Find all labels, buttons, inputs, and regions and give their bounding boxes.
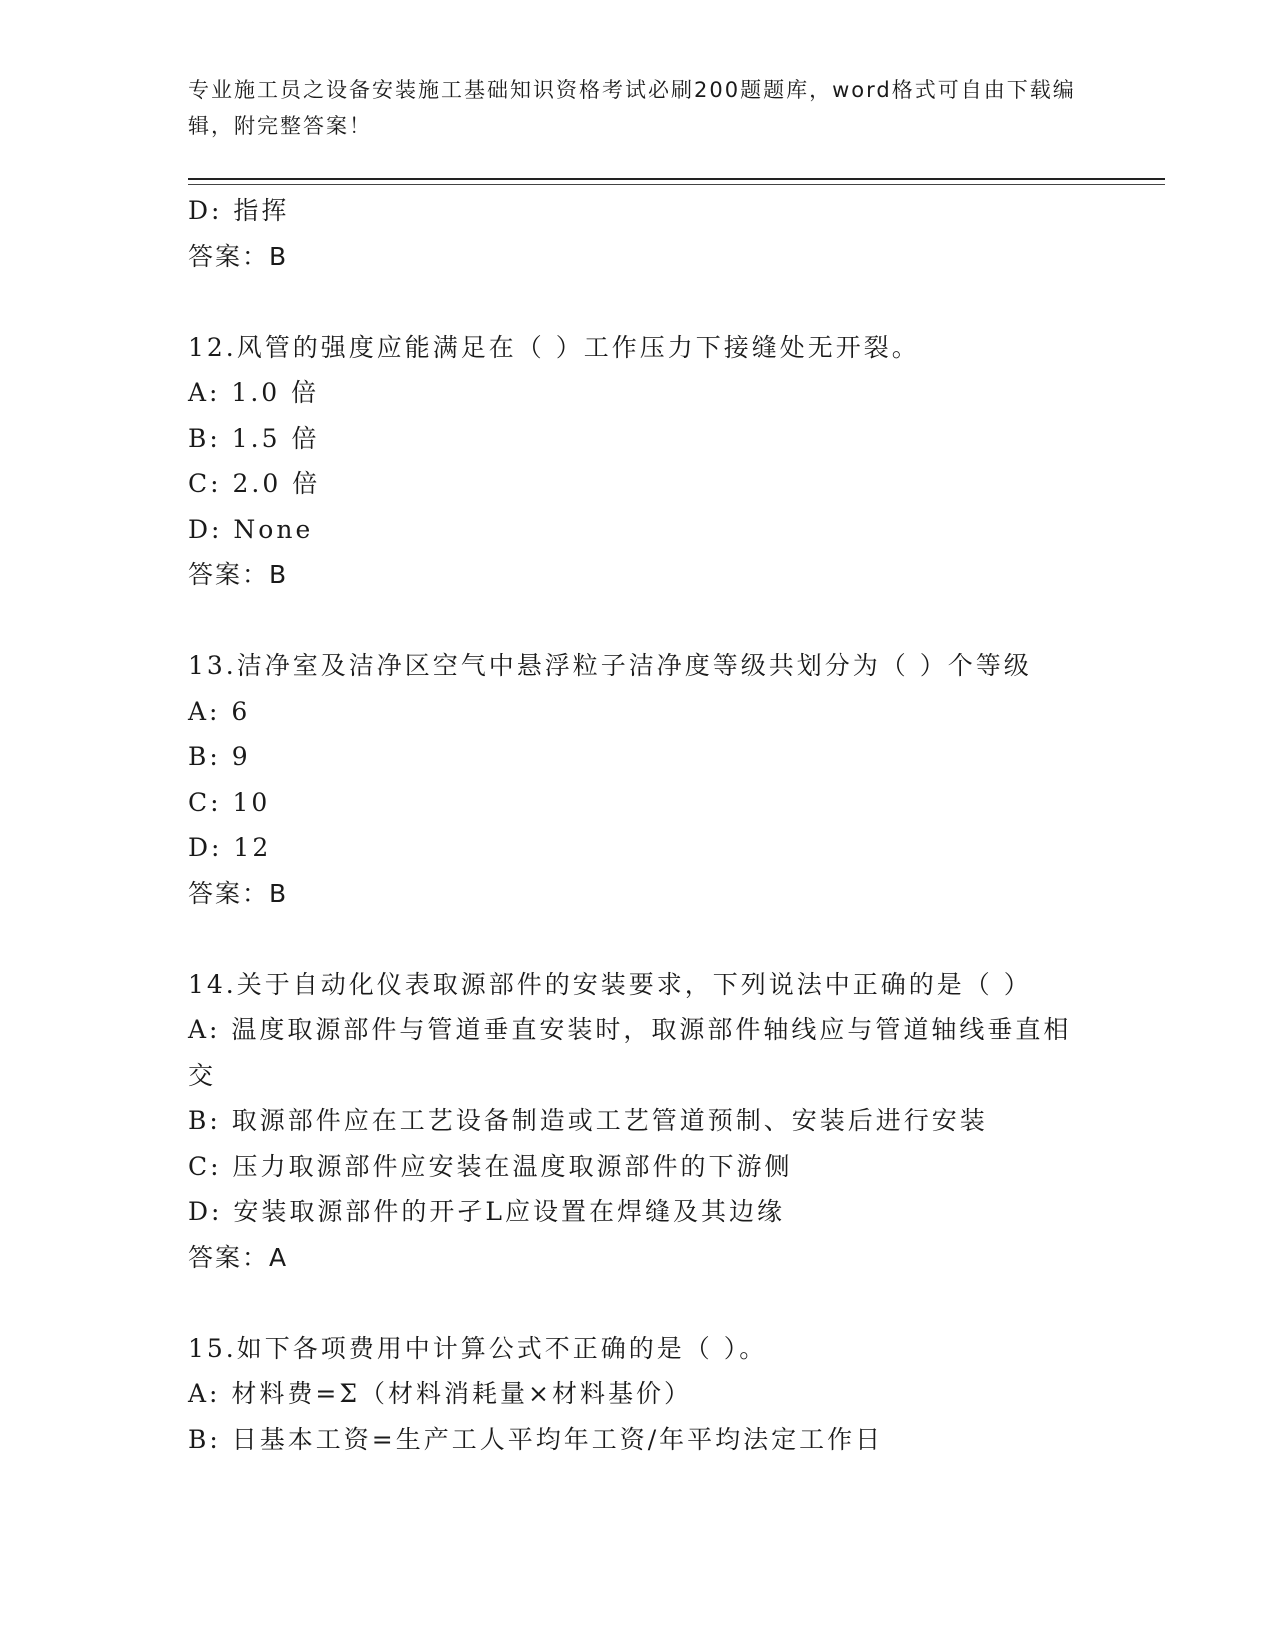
question-15 (188, 1326, 1148, 1463)
document-header-title: 专业施工员之设备安装施工基础知识资格考试必刷200题题库，word格式可自由下载编辑，附完整答案！ (188, 78, 1076, 138)
option-d: D: 12 (188, 833, 272, 862)
header-divider-thick (188, 178, 1165, 180)
question-13 (188, 643, 1148, 916)
option-b: B: 取源部件应在工艺设备制造或工艺管道预制、安装后进行安装 (188, 1106, 988, 1135)
answer-line: 答案：B (188, 560, 289, 589)
option-b: B: 9 (188, 742, 251, 771)
question-11-answer: 答案：B (188, 241, 289, 271)
option-a: A: 1.0 倍 (188, 378, 320, 407)
question-stem: 12.风管的强度应能满足在（ ）工作压力下接缝处无开裂。 (188, 332, 920, 362)
header-divider-thin (188, 184, 1165, 185)
question-11-option-d: D: 指挥 (188, 196, 290, 225)
option-d: D: 安装取源部件的开孑L应设置在焊缝及其边缘 (188, 1197, 786, 1226)
question-14 (188, 962, 1148, 1281)
option-b: B: 日基本工资=生产工人平均年工资/年平均法定工作日 (188, 1424, 884, 1454)
option-c: C: 2.0 倍 (188, 469, 321, 498)
question-stem: 15.如下各项费用中计算公式不正确的是（ ）。 (188, 1333, 768, 1363)
option-a: A: 6 (188, 696, 251, 726)
answer-line: 答案：B (188, 878, 289, 908)
question-stem: 13.洁净室及洁净区空气中悬浮粒子洁净度等级共划分为（ ）个等级 (188, 651, 1032, 680)
answer-line: 答案：A (188, 1242, 289, 1272)
option-c: C: 压力取源部件应安装在温度取源部件的下游侧 (188, 1151, 793, 1181)
question-12 (188, 325, 1148, 598)
option-a: A: 材料费=Σ（材料消耗量×材料基价） (188, 1379, 692, 1408)
option-d: D: None (188, 514, 314, 544)
question-list (188, 188, 1148, 1462)
option-c: C: 10 (188, 787, 271, 817)
question-stem: 14.关于自动化仪表取源部件的安装要求，下列说法中正确的是（ ） (188, 969, 1032, 999)
option-b: B: 1.5 倍 (188, 423, 320, 453)
option-a: A: 温度取源部件与管道垂直安装时，取源部件轴线应与管道轴线垂直相交 (188, 1015, 1072, 1090)
